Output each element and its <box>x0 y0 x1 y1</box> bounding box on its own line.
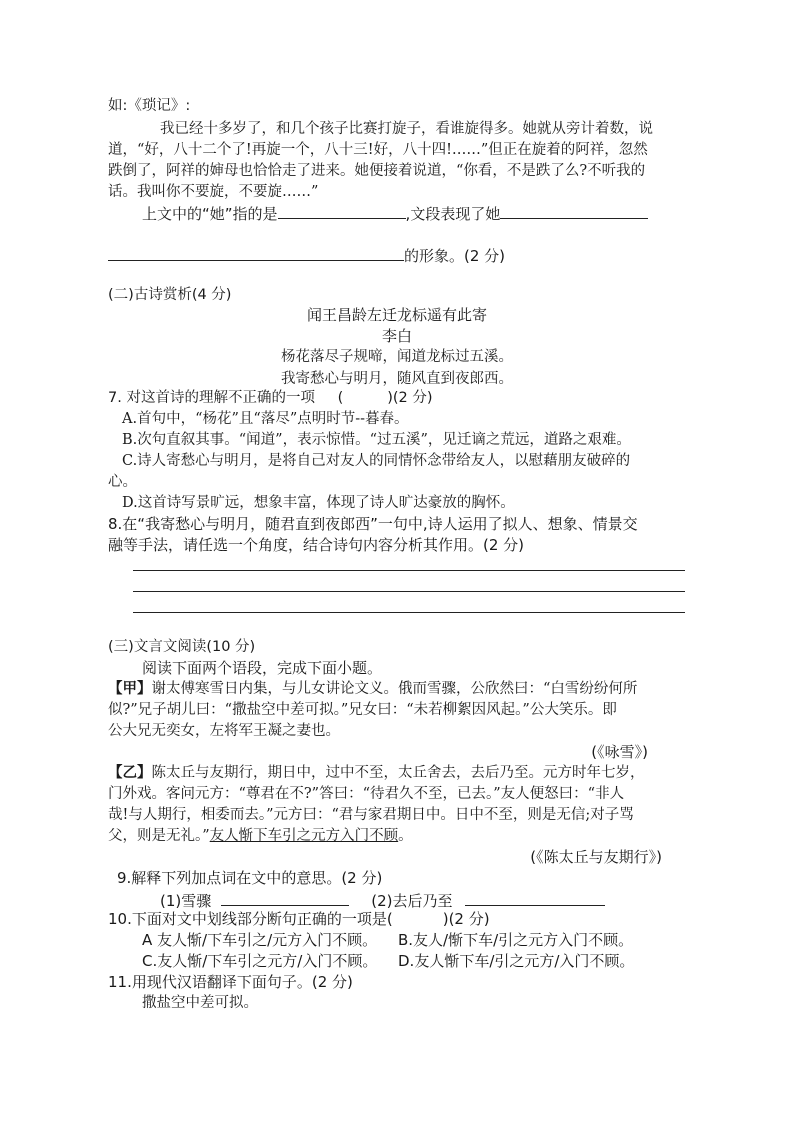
q10-stem-line <box>108 909 490 929</box>
q7-option-a: A.首句中，“杨花”且“落尽”点明时节--暮春。 <box>122 411 409 427</box>
q7-stem: 7. 对这首诗的理解不正确的一项 <box>108 390 315 406</box>
jia-line-3: 公大兄无奕女，左将军王凝之妻也。 <box>108 723 340 739</box>
q7-option-c-line-1: C.诗人寄愁心与明月，是将自己对友人的同情怀念带给友人，以慰藉朋友破碎的 <box>122 453 631 469</box>
q7-option-b: B.次句直叙其事。“闻道”，表示惊惜。“过五溪”，见迁谪之荒远，道路之艰难。 <box>122 432 631 448</box>
q10-option-c: C.友人惭/下车引之元方/入门不顾。 <box>142 952 378 970</box>
q9-blank-1[interactable] <box>221 889 349 906</box>
yi-source: (《陈太丘与友期行》) <box>530 848 662 866</box>
q7-stem-line <box>108 388 433 408</box>
passage-line-2: 道，“好，八十二个了!再旋一个，八十三!好，八十四!……”但正在旋着的阿祥，忽然 <box>108 142 648 158</box>
q8-line-2: 融等手法，请任选一个角度，结合诗句内容分析其作用。(2 分) <box>108 536 525 554</box>
classical-intro: 阅读下面两个语段，完成下面小题。 <box>142 659 383 677</box>
q9-blank-2[interactable] <box>465 889 605 906</box>
q8-answer-line-1[interactable] <box>133 570 685 571</box>
jia-source: (《咏雪》) <box>591 743 648 761</box>
poem-title: 闻王昌龄左迁龙标遥有此寄 <box>306 306 487 324</box>
q9-stem: 9.解释下列加点词在文中的意思。(2 分) <box>117 869 383 887</box>
yi-line-2: 门外戏。客问元方：“尊君在不?”答曰：“待君久不至，已去。”友人便怒曰：“非人 <box>108 786 625 802</box>
answer-blank-image[interactable] <box>500 202 648 219</box>
yi-line-3: 哉!与人期行，相委而去。”元方曰：“君与家君期日中。日中不至，则是无信;对子骂 <box>108 807 634 823</box>
example-label: 如:《琐记》: <box>108 98 191 114</box>
q7-option-c-line-2: 心。 <box>108 474 137 490</box>
answer-blank-image-2[interactable] <box>108 244 404 261</box>
q9-items <box>132 889 605 911</box>
question-image-text: 的形象。(2 分) <box>404 247 506 265</box>
q9-item-1: (1)雪骤 <box>160 892 212 910</box>
poem-line-2: 我寄愁心与明月，随风直到夜郎西。 <box>281 371 513 387</box>
question-image-line <box>108 244 505 266</box>
jia-tag: 【甲】 <box>108 680 152 697</box>
q7-paren-close: )(2 分) <box>387 390 433 406</box>
q8-answer-line-3[interactable] <box>133 612 685 613</box>
q10-option-b: B.友人/惭下车/引之元方入门不顾。 <box>398 931 634 949</box>
q7-option-d: D.这首诗写景旷远，想象丰富，体现了诗人旷达豪放的胸怀。 <box>122 495 515 511</box>
q8-line-1: 8.在“我寄愁心与明月，随君直到夜郎西”一句中,诗人运用了拟人、想象、情景交 <box>108 515 638 533</box>
yi-end-mark: 。 <box>398 828 413 844</box>
q11-stem: 11.用现代汉语翻译下面句子。(2 分) <box>108 973 353 991</box>
yi-tag: 【乙】 <box>108 764 152 781</box>
yi-line-1 <box>108 763 645 783</box>
q11-sentence: 撒盐空中差可拟。 <box>142 995 258 1011</box>
question-she-text: 上文中的“她”指的是 <box>142 205 278 223</box>
poem-line-1: 杨花落尽子规啼，闻道龙标过五溪。 <box>281 349 513 365</box>
jia-line-1 <box>108 679 637 699</box>
yi-text-1: 陈太丘与友期行，期日中，过中不至，太丘舍去，去后乃至。元方时年七岁， <box>151 765 645 781</box>
q10-option-a: A 友人惭/下车引之/元方入门不顾。 <box>142 931 378 949</box>
q10-option-d: D.友人惭下车/引之元方/入门不顾。 <box>398 952 635 970</box>
jia-text-1: 谢太傅寒雪日内集，与儿女讲论文义。俄而雪骤，公欣然曰：“白雪纷纷何所 <box>151 681 638 697</box>
jia-line-2: 似?”兄子胡儿曰：“撒盐空中差可拟。”兄女曰：“未若柳絮因风起。”公大笑乐。即 <box>108 702 617 718</box>
q8-answer-line-2[interactable] <box>133 591 685 592</box>
yi-line-4 <box>108 826 413 846</box>
poem-author: 李白 <box>381 327 412 345</box>
answer-blank-she[interactable] <box>278 202 406 219</box>
yi-text-4: 父，则是无礼。” <box>108 828 210 844</box>
q7-paren-open: ( <box>337 390 344 406</box>
q9-item-2: (2)去后乃至 <box>371 892 453 910</box>
passage-line-1: 我已经十多岁了，和几个孩子比赛打旋子，看谁旋得多。她就从旁计着数，说 <box>160 121 653 137</box>
poem-section-heading: (二)古诗赏析(4 分) <box>108 287 232 303</box>
passage-line-4: 话。我叫你不要旋，不要旋……” <box>108 184 319 200</box>
question-she-text-2: ,文段表现了她 <box>405 205 501 223</box>
passage-line-3: 跌倒了，阿祥的婶母也恰恰走了进来。她便接着说道，“你看，不是跌了么?不听我的 <box>108 163 646 179</box>
classical-section-heading: (三)文言文阅读(10 分) <box>108 639 256 655</box>
yi-underlined-sentence: 友人惭下车引之元方入门不顾 <box>209 828 399 844</box>
q10-stem: 10.下面对文中划线部分断句正确的一项是( <box>108 910 393 928</box>
question-she-line <box>142 202 648 224</box>
q10-stem-end: )(2 分) <box>442 910 490 928</box>
